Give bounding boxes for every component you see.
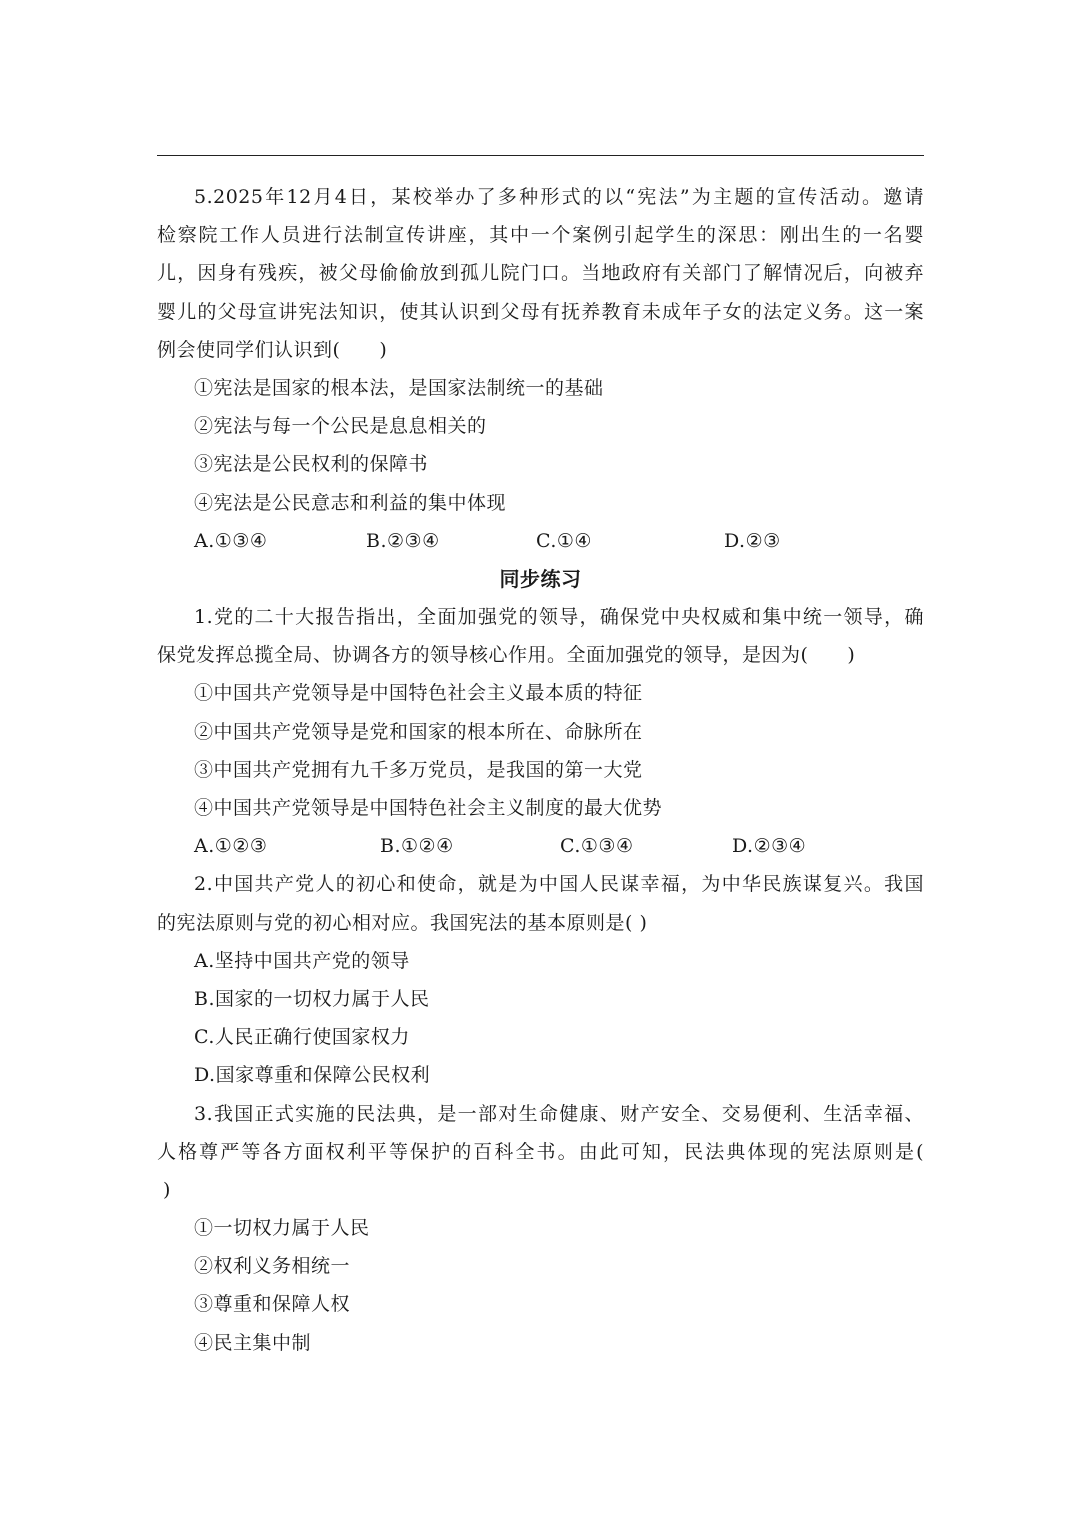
statement-item: ②权利义务相统一 [194,1255,351,1278]
question-stem-line: 2.中国共产党人的初心和使命，就是为中国人民谋幸福，为中华民族谋复兴。我国 [194,873,924,896]
option-b: B.①②④ [380,835,454,858]
question-1 [157,598,924,865]
option-a: A.①③④ [194,529,268,552]
question-2 [157,865,924,1094]
statement-item: ④宪法是公民意志和利益的集中体现 [194,491,507,514]
statement-item: ②宪法与每一个公民是息息相关的 [194,415,487,438]
question-stem-line: 检察院工作人员进行法制宣传讲座，其中一个案例引起学生的深思：刚出生的一名婴 [157,224,924,247]
document-body [157,178,924,1362]
statement-item: ④民主集中制 [194,1331,312,1354]
statement-item: ③中国共产党拥有九千多万党员，是我国的第一大党 [194,758,643,781]
question-5 [157,178,924,560]
statement-item: ③尊重和保障人权 [194,1293,351,1316]
option-c: C.人民正确行使国家权力 [194,1026,410,1049]
header-rule [157,155,924,156]
option-a: A.①②③ [194,835,268,858]
answer-options [157,522,924,560]
statement-item: ②中国共产党领导是党和国家的根本所在、命脉所在 [194,720,643,743]
option-c: C.①④ [536,529,592,552]
question-stem-line: 儿，因身有残疾，被父母偷偷放到孤儿院门口。当地政府有关部门了解情况后，向被弃 [157,262,924,285]
statement-item: ①一切权力属于人民 [194,1217,370,1240]
question-stem-line: 人格尊严等各方面权利平等保护的百科全书。由此可知，民法典体现的宪法原则是( [157,1140,924,1163]
question-stem-line: 3.我国正式实施的民法典，是一部对生命健康、财产安全、交易便利、生活幸福、 [194,1102,924,1125]
option-d: D.②③④ [732,835,807,858]
statement-item: ①中国共产党领导是中国特色社会主义最本质的特征 [194,682,643,705]
option-d: D.②③ [724,529,781,552]
question-stem-line: 婴儿的父母宣讲宪法知识，使其认识到父母有抚养教育未成年子女的法定义务。这一案 [157,300,924,323]
statement-item: ①宪法是国家的根本法，是国家法制统一的基础 [194,376,604,399]
statement-item: ③宪法是公民权利的保障书 [194,453,429,476]
question-stem-line: 保党发挥总揽全局、协调各方的领导核心作用。全面加强党的领导，是因为( ) [157,644,856,667]
question-3 [157,1095,924,1362]
option-b: B.国家的一切权力属于人民 [194,987,430,1010]
option-a: A.坚持中国共产党的领导 [194,949,410,972]
answer-options [157,827,924,865]
option-c: C.①③④ [560,835,634,858]
question-stem-line: 1.党的二十大报告指出，全面加强党的领导，确保党中央权威和集中统一领导，确 [194,606,924,629]
question-stem-line: ) [163,1178,171,1201]
question-stem-line: 的宪法原则与党的初心相对应。我国宪法的基本原则是( ) [157,911,648,934]
statement-item: ④中国共产党领导是中国特色社会主义制度的最大优势 [194,797,663,819]
section-title: 同步练习 [499,566,582,591]
question-stem-line: 5.2025年12月4日，某校举办了多种形式的以“宪法”为主题的宣传活动。邀请 [194,186,924,208]
option-b: B.②③④ [366,529,440,552]
question-stem-line: 例会使同学们认识到( ) [157,338,388,361]
option-d: D.国家尊重和保障公民权利 [194,1064,431,1087]
